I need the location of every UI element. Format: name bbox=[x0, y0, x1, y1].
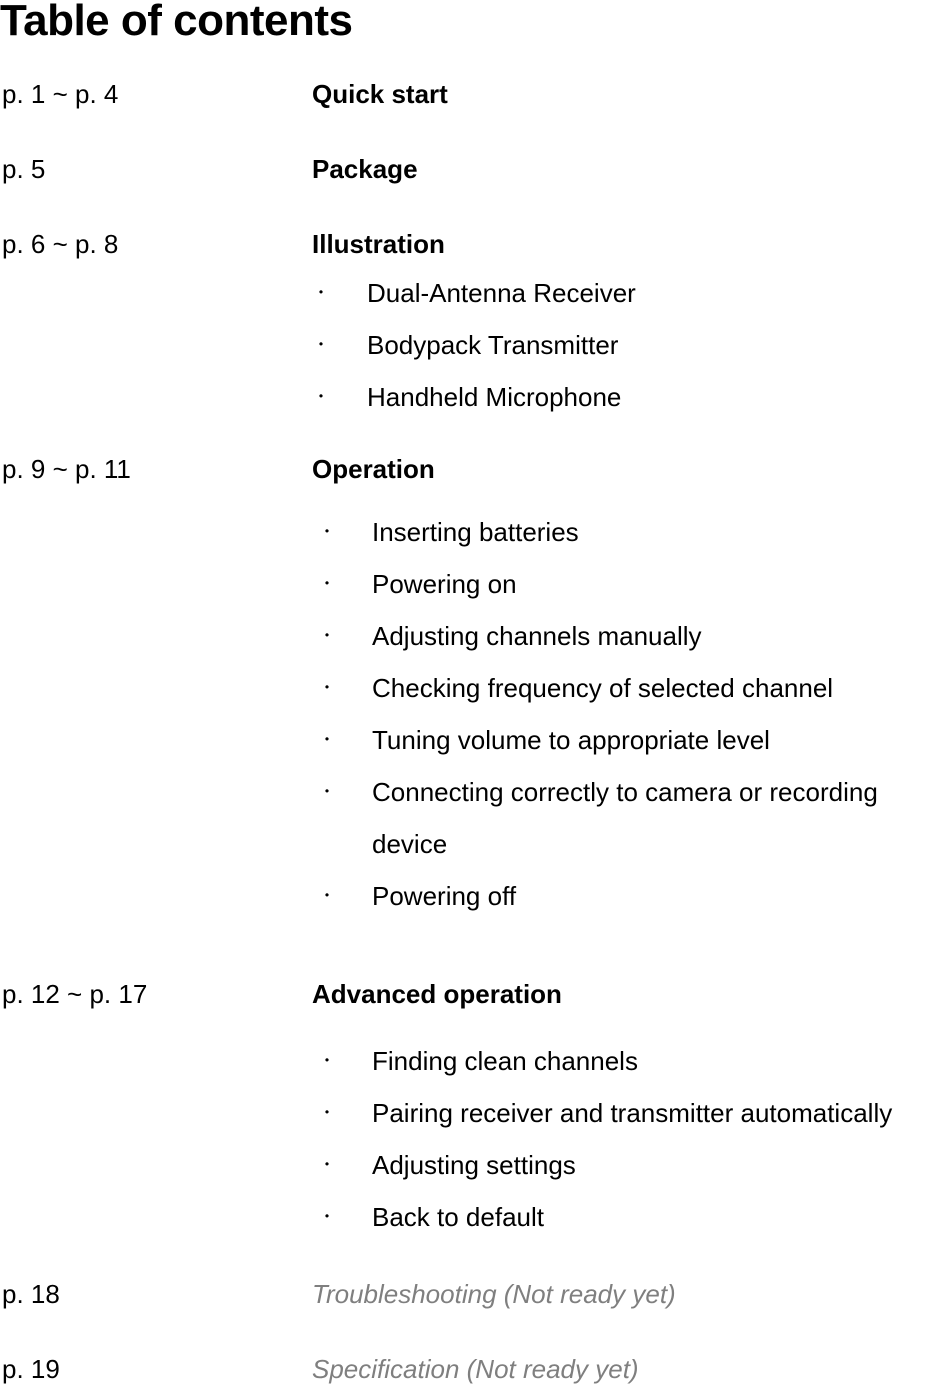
toc-section: Package bbox=[312, 154, 418, 184]
bullet-icon: ・ bbox=[318, 678, 336, 698]
toc-pages: p. 6 ~ p. 8 bbox=[2, 229, 119, 259]
toc-item: Connecting correctly to camera or recording device bbox=[372, 777, 878, 859]
bullet-icon: ・ bbox=[318, 886, 336, 906]
toc-item: Tuning volume to appropriate level bbox=[372, 725, 770, 755]
toc-pages: p. 18 bbox=[2, 1279, 60, 1309]
bullet-icon: ・ bbox=[318, 1207, 336, 1227]
bullet-icon: ・ bbox=[318, 574, 336, 594]
toc-item: Checking frequency of selected channel bbox=[372, 673, 834, 703]
toc-item: Powering off bbox=[372, 881, 517, 911]
toc-item: Handheld Microphone bbox=[367, 382, 622, 412]
toc-section: Advanced operation bbox=[312, 979, 562, 1009]
bullet-icon: ・ bbox=[318, 1155, 336, 1175]
toc-item: Finding clean channels bbox=[372, 1046, 638, 1076]
bullet-icon: ・ bbox=[318, 626, 336, 646]
toc-item: Inserting batteries bbox=[372, 517, 579, 547]
toc-pages: p. 19 bbox=[2, 1354, 60, 1384]
toc-item: Back to default bbox=[372, 1202, 544, 1232]
toc-pages: p. 1 ~ p. 4 bbox=[2, 79, 119, 109]
bullet-icon: ・ bbox=[318, 730, 336, 750]
bullet-icon: ・ bbox=[318, 522, 336, 542]
bullet-icon: ・ bbox=[312, 335, 330, 355]
toc-item: Powering on bbox=[372, 569, 517, 599]
toc-section-pending: Troubleshooting (Not ready yet) bbox=[312, 1279, 676, 1309]
toc-pages: p. 12 ~ p. 17 bbox=[2, 979, 148, 1009]
toc-item: Bodypack Transmitter bbox=[367, 330, 619, 360]
toc-section: Quick start bbox=[312, 79, 448, 109]
toc-item: Adjusting settings bbox=[372, 1150, 576, 1180]
page-title: Table of contents bbox=[0, 0, 353, 45]
bullet-icon: ・ bbox=[312, 387, 330, 407]
toc-section: Illustration bbox=[312, 229, 445, 259]
bullet-icon: ・ bbox=[318, 1103, 336, 1123]
toc-section-pending: Specification (Not ready yet) bbox=[312, 1354, 639, 1384]
bullet-icon: ・ bbox=[312, 283, 330, 303]
toc-section: Operation bbox=[312, 454, 435, 484]
bullet-icon: ・ bbox=[318, 1051, 336, 1071]
toc-pages: p. 9 ~ p. 11 bbox=[2, 454, 131, 484]
toc-item: Pairing receiver and transmitter automatically bbox=[372, 1098, 893, 1128]
toc-item: Dual-Antenna Receiver bbox=[367, 278, 636, 308]
bullet-icon: ・ bbox=[318, 782, 336, 802]
toc-item: Adjusting channels manually bbox=[372, 621, 702, 651]
toc-pages: p. 5 bbox=[2, 154, 46, 184]
